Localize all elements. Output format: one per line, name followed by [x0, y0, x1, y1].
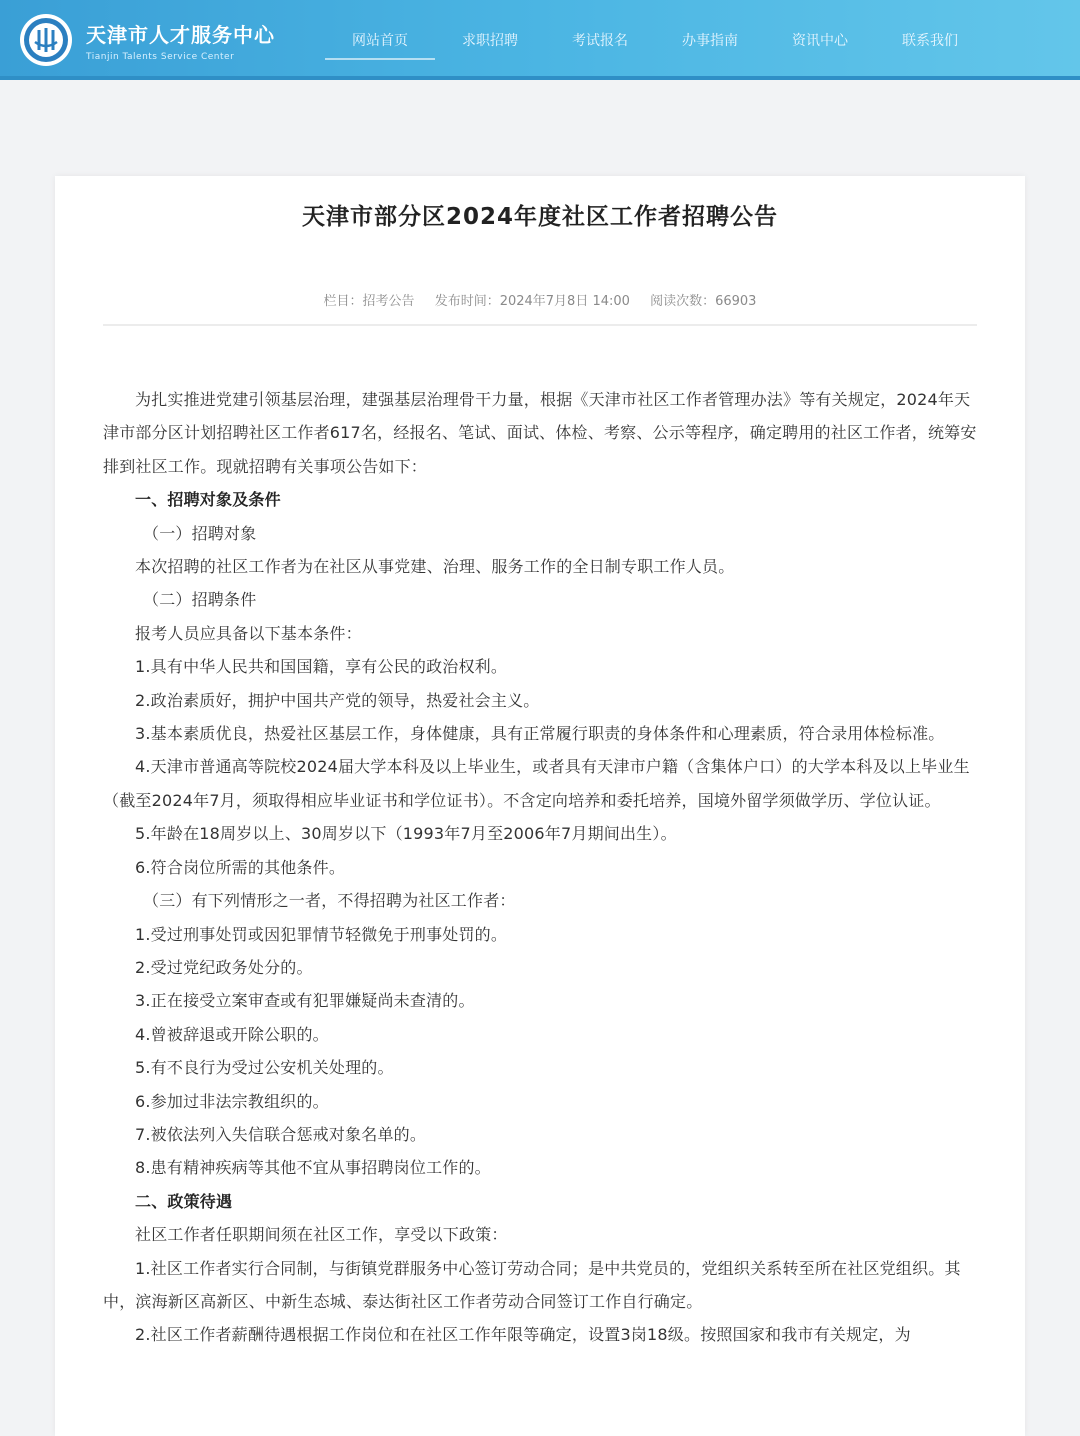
- nav-home[interactable]: 网站首页: [325, 24, 435, 60]
- divider: [103, 324, 977, 326]
- section-heading: 一、招聘对象及条件: [135, 490, 281, 510]
- subsection-heading: （三）有下列情形之一者，不得招聘为社区工作者：: [143, 891, 516, 911]
- paragraph: 社区工作者任职期间须在社区工作，享受以下政策：: [135, 1225, 508, 1245]
- article-body: [103, 383, 979, 1352]
- nav-guide[interactable]: 办事指南: [682, 33, 738, 49]
- paragraph: 为扎实推进党建引领基层治理，建强基层治理骨干力量，根据《天津市社区工作者管理办法》等有关规定，2024年天津市部分区计划招聘社区工作者617名，经报名、笔试、面试、体检、考察、公示等程序，确定聘用的社区工作者，统筹安排到社区工作。现就招聘有关事项公告如下：: [103, 390, 977, 476]
- nav-news[interactable]: 资讯中心: [792, 33, 848, 49]
- nav-contact[interactable]: 联系我们: [902, 33, 958, 49]
- paragraph: 报考人员应具备以下基本条件：: [135, 623, 362, 643]
- article-title: 天津市部分区2024年度社区工作者招聘公告: [301, 204, 778, 230]
- logo-title: 天津市人才服务中心: [86, 22, 275, 47]
- article-meta: [55, 290, 1025, 309]
- list-item: 1.社区工作者实行合同制，与街镇党群服务中心签订劳动合同；是中共党员的，党组织关系转至所在社区党组织。其中，滨海新区高新区、中新生态城、泰达街社区工作者劳动合同签订工作自行确定。: [103, 1258, 961, 1311]
- section-heading: 二、政策待遇: [135, 1191, 233, 1211]
- list-item: 4.天津市普通高等院校2024届大学本科及以上毕业生，或者具有天津市户籍（含集体户口）的大学本科及以上毕业生（截至2024年7月，须取得相应毕业证书和学位证书）。不含定向培养和委托培养，国境外留学须做学历、学位认证。: [103, 757, 970, 810]
- article-card: [55, 176, 1025, 1436]
- list-item: 2.社区工作者薪酬待遇根据工作岗位和在社区工作年限等确定，设置3岗18级。按照国家和我市有关规定，为: [135, 1325, 911, 1345]
- site-logo[interactable]: [18, 10, 275, 70]
- subsection-heading: （一）招聘对象: [143, 523, 257, 543]
- logo-subtitle: Tianjin Talents Service Center: [86, 51, 235, 62]
- nav-jobs[interactable]: 求职招聘: [462, 33, 518, 49]
- site-header: [0, 0, 1080, 80]
- list-item: 6.符合岗位所需的其他条件。: [135, 857, 346, 877]
- list-item: 5.年龄在18周岁以上、30周岁以下（1993年7月至2006年7月期间出生）。: [135, 824, 677, 844]
- subsection-heading: （二）招聘条件: [143, 590, 257, 610]
- nav-exam-signup[interactable]: 考试报名: [572, 33, 628, 49]
- list-item: 8.患有精神疾病等其他不宜从事招聘岗位工作的。: [135, 1158, 491, 1178]
- meta-published: 发布时间：2024年7月8日 14:00: [434, 294, 630, 309]
- list-item: 4.曾被辞退或开除公职的。: [135, 1024, 329, 1044]
- emblem-icon: [18, 12, 74, 68]
- list-item: 3.正在接受立案审查或有犯罪嫌疑尚未查清的。: [135, 991, 475, 1011]
- list-item: 1.受过刑事处罚或因犯罪情节轻微免于刑事处罚的。: [135, 924, 508, 944]
- list-item: 7.被依法列入失信联合惩戒对象名单的。: [135, 1124, 427, 1144]
- list-item: 1.具有中华人民共和国国籍，享有公民的政治权利。: [135, 657, 508, 677]
- list-item: 6.参加过非法宗教组织的。: [135, 1091, 329, 1111]
- list-item: 2.政治素质好，拥护中国共产党的领导，热爱社会主义。: [135, 690, 540, 710]
- list-item: 3.基本素质优良，热爱社区基层工作，身体健康，具有正常履行职责的身体条件和心理素质，符合录用体检标准。: [135, 724, 945, 744]
- meta-views: 阅读次数：66903: [650, 294, 757, 309]
- main-nav: [325, 24, 985, 60]
- list-item: 5.有不良行为受过公安机关处理的。: [135, 1058, 394, 1078]
- list-item: 2.受过党纪政务处分的。: [135, 957, 313, 977]
- meta-category: 栏目：招考公告: [323, 294, 415, 309]
- paragraph: 本次招聘的社区工作者为在社区从事党建、治理、服务工作的全日制专职工作人员。: [135, 557, 735, 577]
